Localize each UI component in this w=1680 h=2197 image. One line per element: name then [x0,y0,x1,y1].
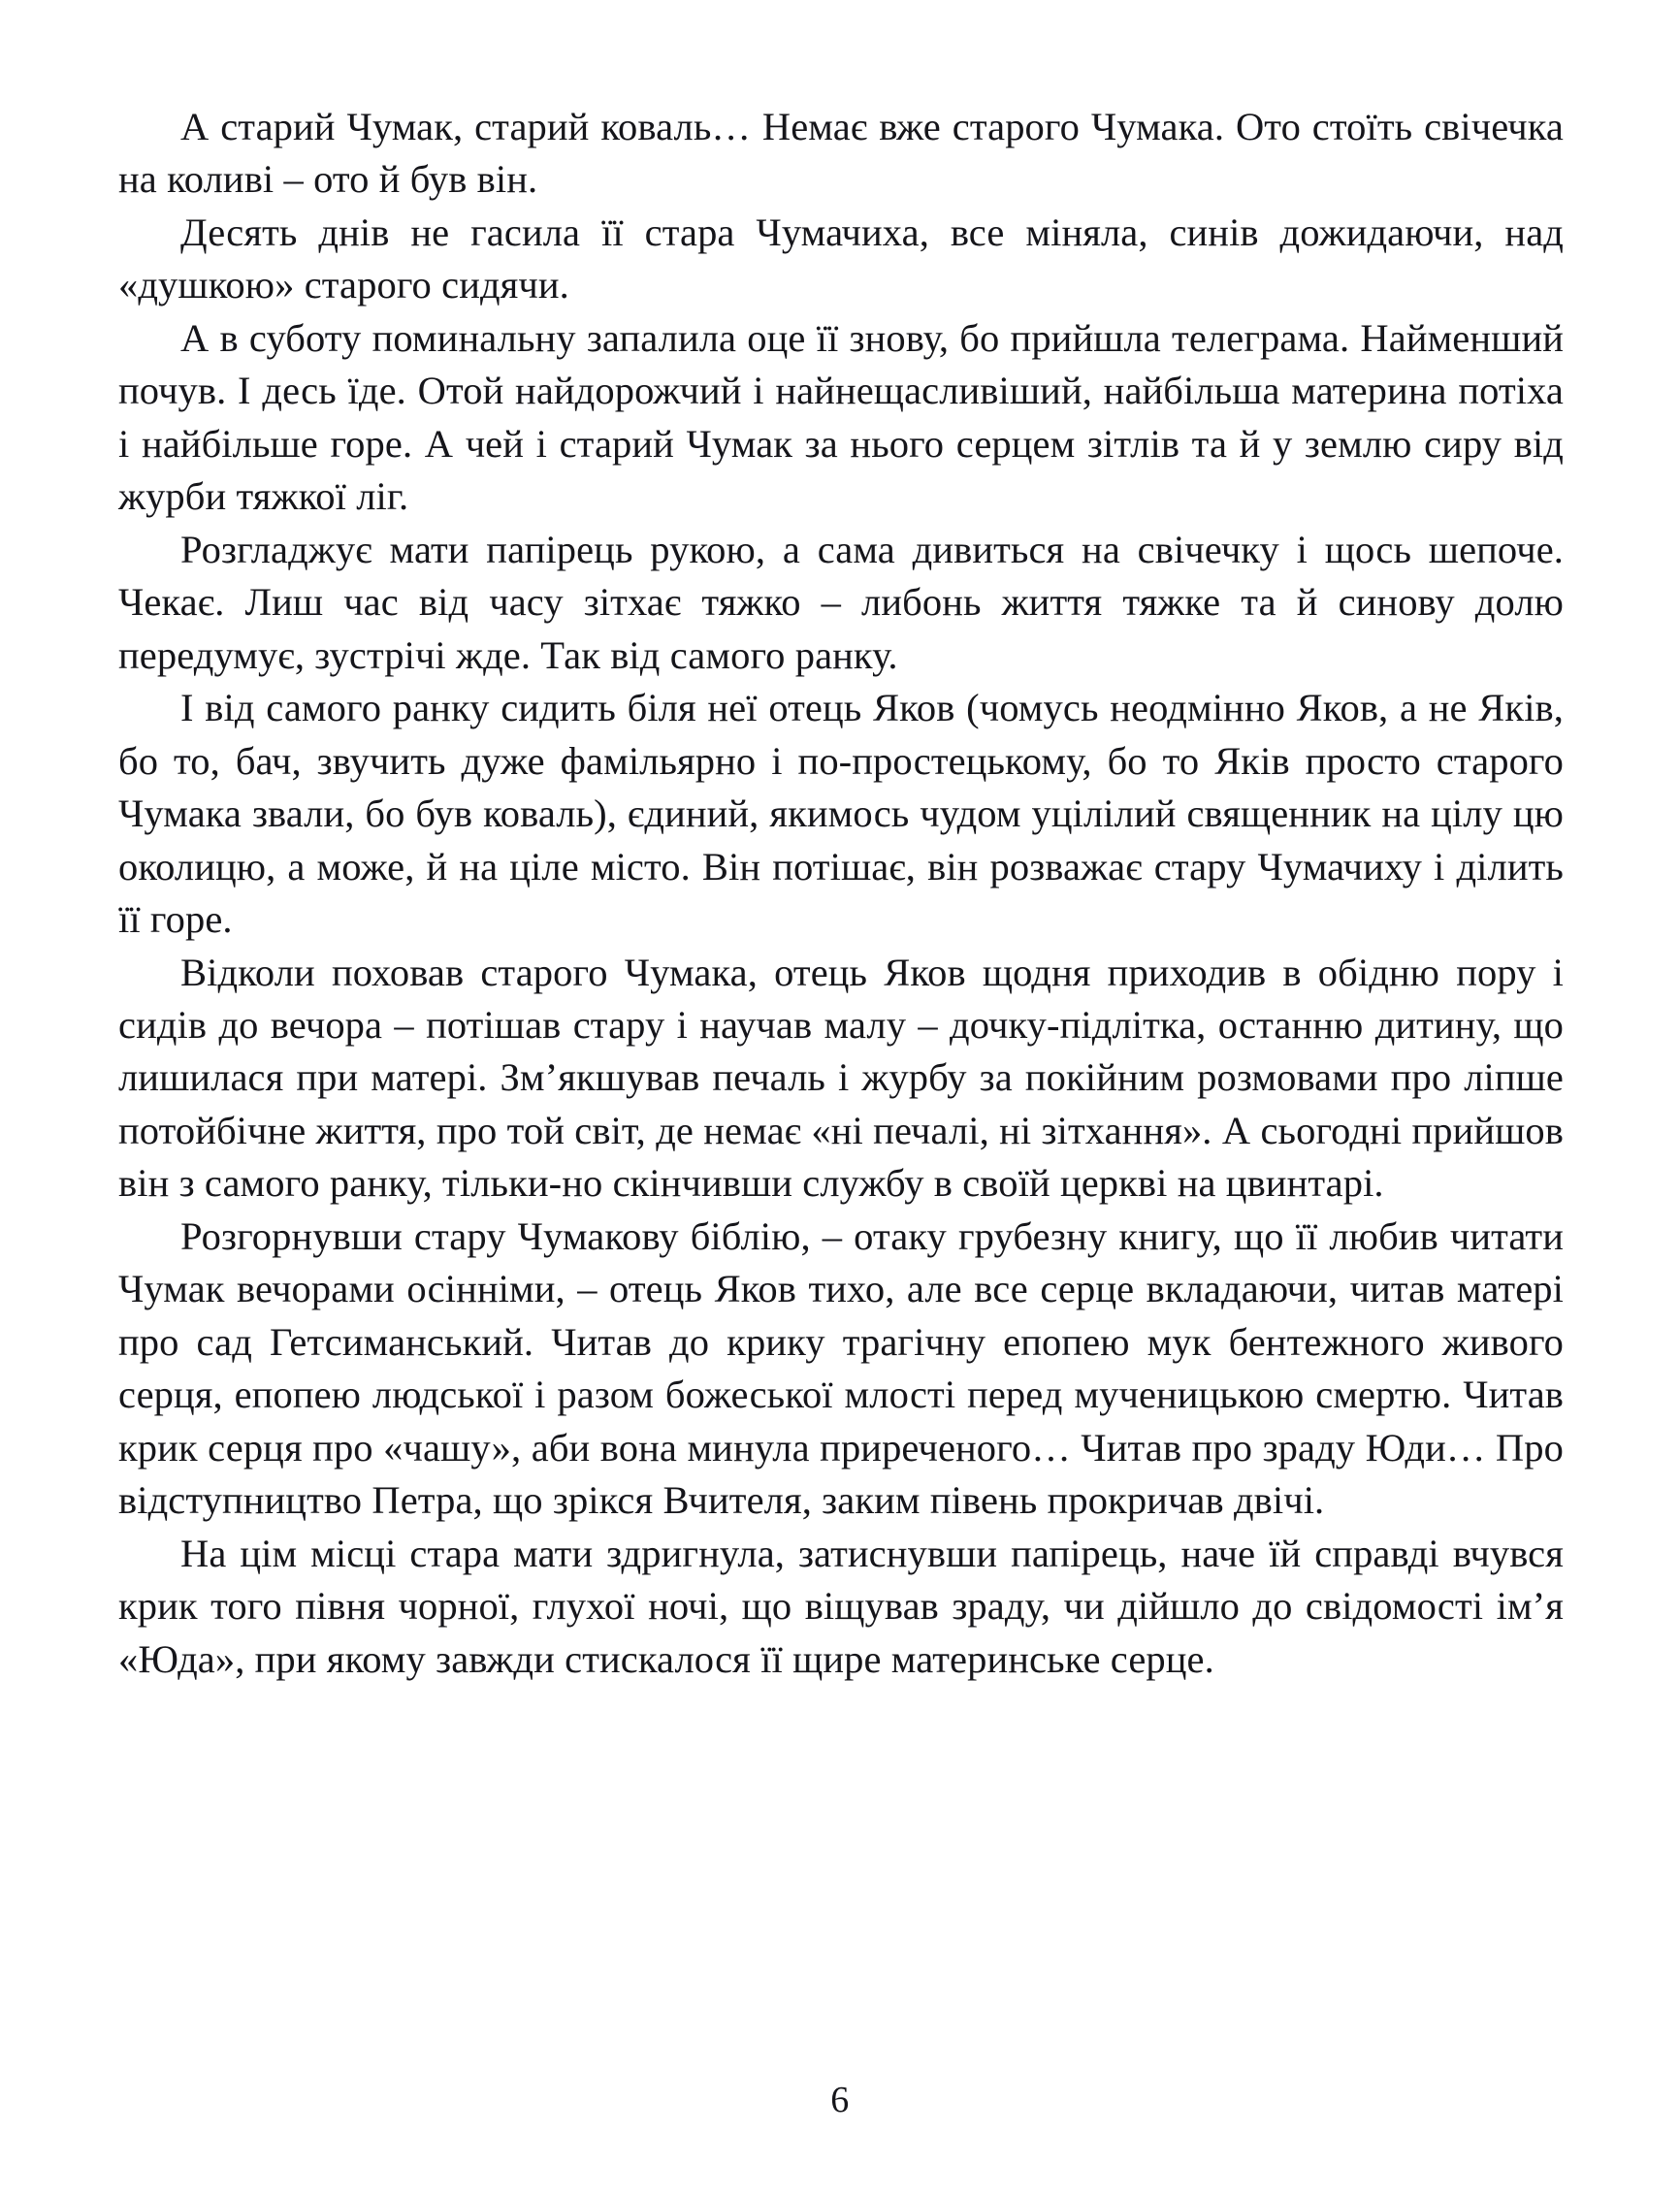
paragraph: Десять днів не гасила її стара Чумачиха, все міняла, синів дожидаючи, над «душкою» старого сидячи. [118,210,1564,307]
paragraph: Розгорнувши стару Чумакову біблію, – отаку грубезну книгу, що її любив читати Чумак вечорами осінніми, – отець Яков тихо, але все серце вкладаючи, читав матері про сад Гетсиманський. Читав до крику трагічну епопею мук бентежного живого серця, епопею людської і разом божеської млості перед мученицькою смертю. Читав крик серця про «чашу», аби вона минула приреченого… Читав про зраду Юди… Про відступництво Петра, що зрікся Вчителя, заким півень прокричав двічі. [118,1213,1564,1523]
paragraph: А в суботу поминальну запалила оце її знову, бо прийшла телеграма. Найменший почув. І десь їде. Отой найдорожчий і найнещасливіший, найбільша материна потіха і найбільше горе. А чей і старий Чумак за нього серцем зітлів та й у землю сиру від журби тяжкої ліг. [118,315,1564,519]
paragraph: Відколи поховав старого Чумака, отець Яков щодня приходив в обідню пору і сидів до вечора – потішав стару і научав малу – дочку-підлітка, останню дитину, що лишилася при матері. Зм’якшував печаль і журбу за покійним розмовами про ліпше потойбічне життя, про той світ, де немає «ні печалі, ні зітхання». А сьогодні прийшов він з самого ранку, тільки-но скінчивши службу в своїй церкві на цвинтарі. [118,950,1564,1206]
page-body [118,101,1564,1686]
paragraph: Розгладжує мати папірець рукою, а сама дивиться на свічечку і щось шепоче. Чекає. Лиш час від часу зітхає тяжко – либонь життя тяжке та й синову долю передумує, зустрічі жде. Так від самого ранку. [118,527,1564,677]
page-number: 6 [830,2080,850,2120]
paragraph: А старий Чумак, старий коваль… Немає вже старого Чумака. Ото стоїть свічечка на коливі – ото й був він. [118,105,1564,202]
paragraph: На цім місці стара мати здригнула, затиснувши папірець, наче їй справді вчувся крик того півня чорної, глухої ночі, що віщував зраду, чи дійшло до свідомості ім’я «Юда», при якому завжди стискалося її щире материнське серце. [118,1531,1564,1681]
paragraph: І від самого ранку сидить біля неї отець Яков (чомусь неодмінно Яков, а не Яків, бо то, бач, звучить дуже фамільярно і по-простецькому, бо то Яків просто старого Чумака звали, бо був коваль), єдиний, якимось чудом уцілілий священник на цілу цю околицю, а може, й на ціле місто. Він потішає, він розважає стару Чумачиху і ділить її горе. [118,686,1564,942]
